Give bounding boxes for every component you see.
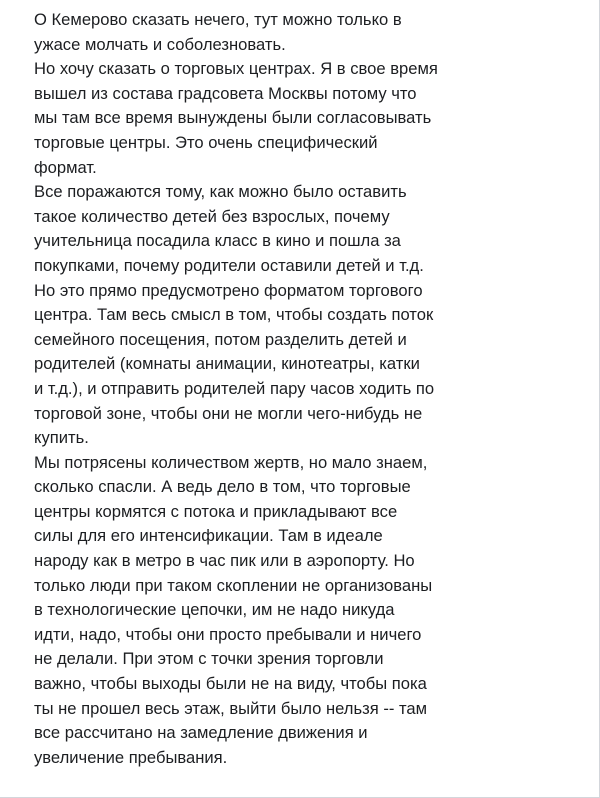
post-text-line: все рассчитано на замедление движения и [34, 723, 368, 743]
post-text-line: учительница посадила класс в кино и пошла за [34, 231, 401, 251]
post-text-line: народу как в метро в час пик или в аэропорту. Но [34, 551, 415, 571]
post-text-line: Мы потрясены количеством жертв, но мало знаем, [34, 452, 428, 472]
post-text-line: покупками, почему родители оставили детей и т.д. [34, 255, 424, 275]
post-paragraph [34, 451, 594, 771]
post-text-line: Все поражаются тому, как можно было оставить [34, 182, 407, 202]
post-text-line: Но это прямо предусмотрено форматом торгового [34, 280, 423, 300]
post-text-line: мы там все время вынуждены были согласовывать [34, 108, 432, 128]
post-text-line: торговой зоне, чтобы они не могли чего-нибудь не [34, 403, 423, 423]
post-text-line: важно, чтобы выходы были не на виду, чтобы пока [34, 674, 427, 694]
post-text-line: ужасе молчать и соболезновать. [34, 34, 286, 54]
post-text-line: идти, надо, чтобы они просто пребывали и ничего [34, 624, 422, 644]
post-text-line: такое количество детей без взрослых, почему [34, 206, 390, 226]
post-text-line: торговые центры. Это очень специфический [34, 132, 378, 152]
post-text-line: увеличение пребывания. [34, 747, 228, 767]
post-text-line: центры кормятся с потока и прикладывают все [34, 501, 398, 521]
post-text [34, 8, 594, 770]
post-text-line: в технологические цепочки, им не надо никуда [34, 600, 395, 620]
post-text-line: не делали. При этом с точки зрения торговли [34, 649, 384, 669]
post-text-line: силы для его интенсификации. Там в идеале [34, 526, 383, 546]
post-paragraph [34, 57, 594, 180]
post-text-line: центра. Там весь смысл в том, чтобы создать поток [34, 305, 434, 325]
post-paragraph [34, 180, 594, 451]
post-text-line: формат. [34, 157, 97, 177]
post-text-line: купить. [34, 428, 89, 448]
post-text-line: Но хочу сказать о торговых центрах. Я в свое время [34, 59, 438, 79]
post-text-line: только люди при таком скоплении не организованы [34, 575, 433, 595]
post-paragraph [34, 8, 594, 57]
post-text-line: О Кемерово сказать нечего, тут можно только в [34, 10, 402, 29]
post-text-line: родителей (комнаты анимации, кинотеатры, катки [34, 354, 420, 374]
post-text-line: ты не прошел весь этаж, выйти было нельзя -- там [34, 698, 428, 718]
post-text-line: сколько спасли. А ведь дело в том, что торговые [34, 477, 411, 497]
post-text-line: семейного посещения, потом разделить детей и [34, 329, 407, 349]
post-text-line: вышел из состава градсовета Москвы потому что [34, 83, 417, 103]
post-text-line: и т.д.), и отправить родителей пару часов ходить по [34, 378, 435, 398]
